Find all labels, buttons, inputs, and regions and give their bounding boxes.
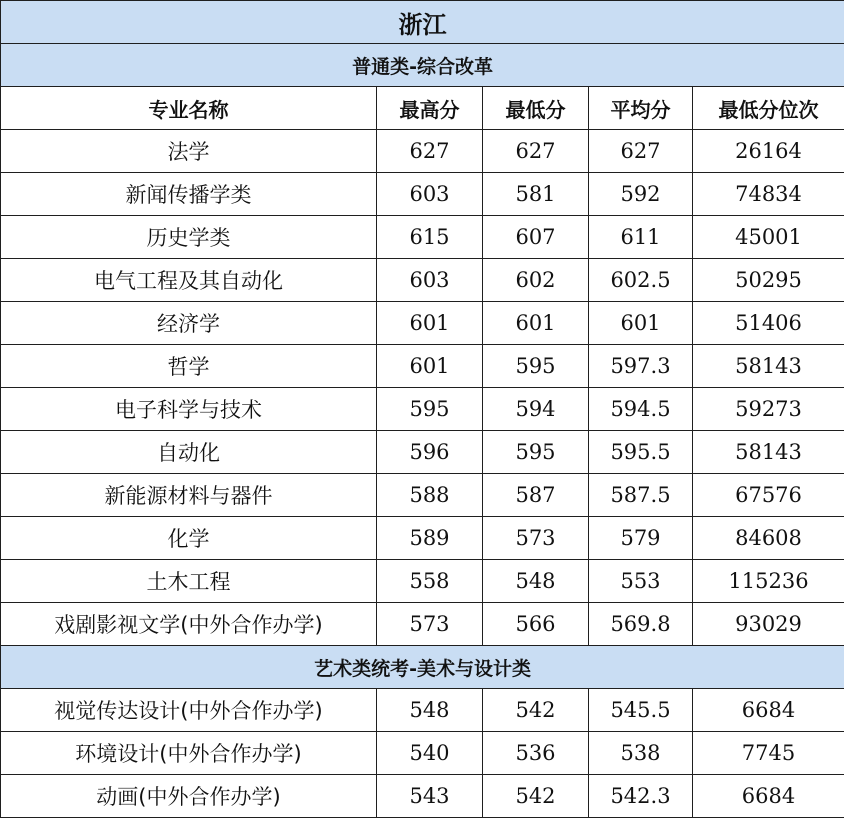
- min-rank: 50295: [693, 259, 844, 302]
- table-row: [1, 732, 844, 775]
- major-name: 新能源材料与器件: [1, 474, 377, 517]
- min-rank: 58143: [693, 431, 844, 474]
- column-header-avg: 平均分: [589, 87, 693, 130]
- column-header-major: 专业名称: [1, 87, 377, 130]
- table-row: [1, 474, 844, 517]
- min-score: 542: [483, 775, 589, 818]
- table-row: [1, 345, 844, 388]
- table-row: [1, 173, 844, 216]
- min-rank: 67576: [693, 474, 844, 517]
- avg-score: 627: [589, 130, 693, 173]
- min-rank: 45001: [693, 216, 844, 259]
- avg-score: 592: [589, 173, 693, 216]
- avg-score: 587.5: [589, 474, 693, 517]
- score-table-body: [1, 1, 844, 818]
- avg-score: 545.5: [589, 689, 693, 732]
- major-name: 土木工程: [1, 560, 377, 603]
- max-score: 589: [377, 517, 483, 560]
- min-score: 595: [483, 345, 589, 388]
- avg-score: 553: [589, 560, 693, 603]
- avg-score: 538: [589, 732, 693, 775]
- table-row: [1, 259, 844, 302]
- min-rank: 6684: [693, 689, 844, 732]
- column-header-row: [1, 87, 844, 130]
- max-score: 627: [377, 130, 483, 173]
- major-name: 电子科学与技术: [1, 388, 377, 431]
- table-row: [1, 603, 844, 646]
- min-rank: 115236: [693, 560, 844, 603]
- table-row: [1, 130, 844, 173]
- table-row: [1, 775, 844, 818]
- major-name: 视觉传达设计(中外合作办学): [1, 689, 377, 732]
- major-name: 戏剧影视文学(中外合作办学): [1, 603, 377, 646]
- min-rank: 59273: [693, 388, 844, 431]
- avg-score: 611: [589, 216, 693, 259]
- avg-score: 597.3: [589, 345, 693, 388]
- major-name: 化学: [1, 517, 377, 560]
- max-score: 595: [377, 388, 483, 431]
- min-rank: 51406: [693, 302, 844, 345]
- max-score: 596: [377, 431, 483, 474]
- table-row: [1, 517, 844, 560]
- table-row: [1, 388, 844, 431]
- table-row: [1, 689, 844, 732]
- max-score: 603: [377, 259, 483, 302]
- major-name: 环境设计(中外合作办学): [1, 732, 377, 775]
- max-score: 558: [377, 560, 483, 603]
- major-name: 哲学: [1, 345, 377, 388]
- min-rank: 58143: [693, 345, 844, 388]
- min-score: 607: [483, 216, 589, 259]
- avg-score: 579: [589, 517, 693, 560]
- avg-score: 569.8: [589, 603, 693, 646]
- min-score: 542: [483, 689, 589, 732]
- column-header-min: 最低分: [483, 87, 589, 130]
- table-row: [1, 216, 844, 259]
- max-score: 601: [377, 302, 483, 345]
- major-name: 新闻传播学类: [1, 173, 377, 216]
- min-score: 601: [483, 302, 589, 345]
- min-rank: 6684: [693, 775, 844, 818]
- avg-score: 595.5: [589, 431, 693, 474]
- avg-score: 602.5: [589, 259, 693, 302]
- min-score: 566: [483, 603, 589, 646]
- column-header-min-rank: 最低分位次: [693, 87, 844, 130]
- min-score: 594: [483, 388, 589, 431]
- province-title-row: [1, 1, 844, 44]
- max-score: 548: [377, 689, 483, 732]
- min-score: 595: [483, 431, 589, 474]
- max-score: 588: [377, 474, 483, 517]
- major-name: 经济学: [1, 302, 377, 345]
- min-rank: 93029: [693, 603, 844, 646]
- min-score: 536: [483, 732, 589, 775]
- min-score: 581: [483, 173, 589, 216]
- min-rank: 26164: [693, 130, 844, 173]
- section-title: 艺术类统考-美术与设计类: [1, 646, 844, 689]
- column-header-max: 最高分: [377, 87, 483, 130]
- major-name: 历史学类: [1, 216, 377, 259]
- province-title: 浙江: [1, 1, 844, 44]
- min-rank: 7745: [693, 732, 844, 775]
- major-name: 动画(中外合作办学): [1, 775, 377, 818]
- section-row: [1, 44, 844, 87]
- max-score: 540: [377, 732, 483, 775]
- max-score: 603: [377, 173, 483, 216]
- min-score: 573: [483, 517, 589, 560]
- major-name: 电气工程及其自动化: [1, 259, 377, 302]
- min-score: 548: [483, 560, 589, 603]
- section-row: [1, 646, 844, 689]
- max-score: 543: [377, 775, 483, 818]
- min-score: 627: [483, 130, 589, 173]
- table-row: [1, 431, 844, 474]
- min-score: 602: [483, 259, 589, 302]
- avg-score: 542.3: [589, 775, 693, 818]
- avg-score: 601: [589, 302, 693, 345]
- major-name: 法学: [1, 130, 377, 173]
- max-score: 601: [377, 345, 483, 388]
- min-score: 587: [483, 474, 589, 517]
- table-row: [1, 560, 844, 603]
- min-rank: 84608: [693, 517, 844, 560]
- table-row: [1, 302, 844, 345]
- max-score: 573: [377, 603, 483, 646]
- major-name: 自动化: [1, 431, 377, 474]
- max-score: 615: [377, 216, 483, 259]
- section-title: 普通类-综合改革: [1, 44, 844, 87]
- min-rank: 74834: [693, 173, 844, 216]
- avg-score: 594.5: [589, 388, 693, 431]
